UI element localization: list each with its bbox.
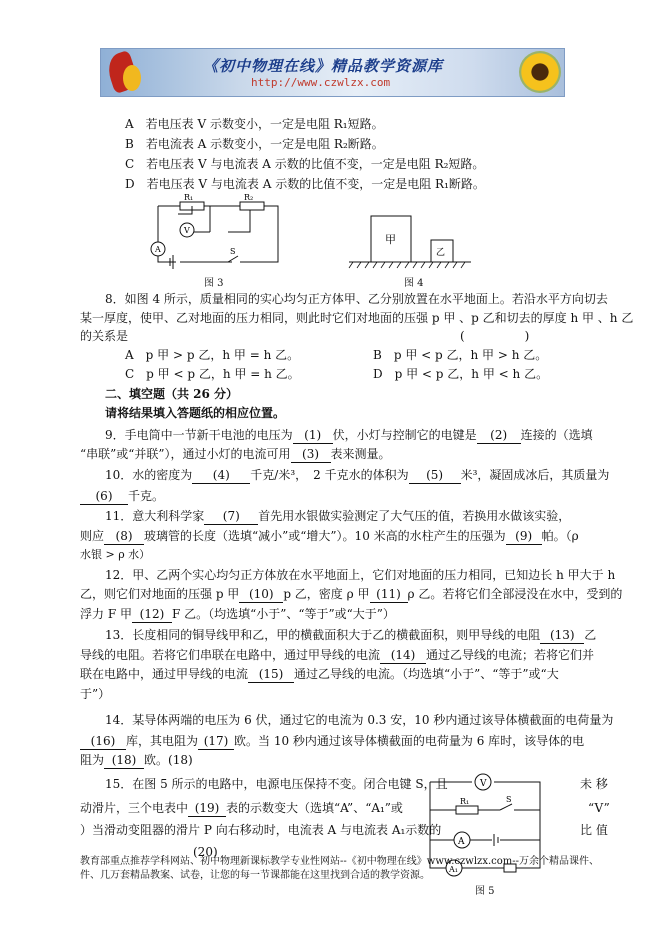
footer xyxy=(80,855,599,883)
blank-8[interactable]: (8) xyxy=(104,528,144,545)
fig5-switch-label: S xyxy=(506,795,512,804)
q15-line-1-right: 未 移 xyxy=(580,777,608,791)
blank-3[interactable]: (3) xyxy=(291,446,331,463)
q9-line-2: “串联”或“并联”），通过小灯的电流可用 (3) 表来测量。 xyxy=(80,447,391,461)
blank-1[interactable]: (1) xyxy=(293,427,333,444)
q8-line-3: 的关系是 xyxy=(80,329,129,343)
fig3-voltmeter-label: V xyxy=(184,226,190,235)
section-2-note: 请将结果填入答题纸的相应位置。 xyxy=(105,406,286,420)
q11-line-3: 水银 > ρ 水） xyxy=(80,548,151,561)
fig4-block-yi: 乙 xyxy=(436,248,446,258)
q14-line-1: 14．某导体两端的电压为 6 伏，通过它的电流为 0.3 安，10 秒内通过该导体横截面的电荷量为 xyxy=(105,713,614,727)
q8-answer-paren: ( ) xyxy=(460,329,530,343)
figure-4-blocks xyxy=(345,210,475,272)
blank-4[interactable]: (4) xyxy=(192,467,250,484)
q8-line-1: 8．如图 4 所示，质量相同的实心均匀正方体甲、乙分别放置在水平地面上。若沿水平方向切去 xyxy=(105,292,608,306)
q14-line-3: 阻为 (18) 欧。(18) xyxy=(80,753,193,767)
q15-line-1: 15．在图 5 所示的电路中，电源电压保持不变。闭合电键 S，且 xyxy=(105,777,448,791)
q8-option-c: C p 甲 < p 乙，h 甲 = h 乙。 xyxy=(125,367,300,381)
fig4-block-jia: 甲 xyxy=(385,233,396,246)
q8-option-d: D p 甲 < p 乙，h 甲 < h 乙。 xyxy=(373,367,549,381)
blank-19[interactable]: (19) xyxy=(188,800,226,817)
q7-option-d: D 若电压表 V 与电流表 A 示数的比值不变，一定是电阻 R₁断路。 xyxy=(125,177,485,191)
q7-option-a: A 若电压表 V 示数变小，一定是电阻 R₁短路。 xyxy=(125,117,384,131)
blank-17[interactable]: (17) xyxy=(198,733,234,750)
q15-line-2: 动滑片，三个电表中 (19) 表的示数变大（选填“A”、“A₁”或 xyxy=(80,801,403,815)
blank-14[interactable]: (14) xyxy=(380,647,426,664)
banner-title: 《初中物理在线》精品教学资源库 xyxy=(203,57,444,75)
blank-12[interactable]: (12) xyxy=(132,606,172,623)
blank-2[interactable]: (2) xyxy=(477,427,521,444)
blank-20[interactable]: (20) xyxy=(193,845,218,859)
figure-3-caption: 图 3 xyxy=(204,278,224,289)
fig3-ammeter-label: A xyxy=(155,245,161,254)
q11-line-1: 11．意大利科学家 (7) 首先用水银做实验测定了大气压的值，若换用水做该实验， xyxy=(105,509,571,523)
q13-line-3: 联在电路中，通过甲导线的电流 (15) 通过乙导线的电流。（均选填“小于”、“等于”或“大 xyxy=(80,667,559,681)
blank-6[interactable]: (6) xyxy=(80,488,128,505)
fig5-voltmeter-label: V xyxy=(480,779,487,789)
q8-option-a: A p 甲 > p 乙，h 甲 = h 乙。 xyxy=(125,348,300,362)
fig3-switch-label: S xyxy=(230,247,236,256)
blank-10[interactable]: (10) xyxy=(239,586,283,603)
banner-url[interactable]: http://www.czwlzx.com xyxy=(251,76,391,89)
q12-line-1: 12．甲、乙两个实心均匀正方体放在水平地面上，它们对地面的压力相同，已知边长 h 甲大于 h xyxy=(105,568,616,582)
fig5-r1-label: R₁ xyxy=(460,797,470,806)
logo-accent-icon xyxy=(123,65,141,91)
q12-line-3: 浮力 F 甲 (12) F 乙。（均选填“小于”、“等于”或“大于”） xyxy=(80,607,395,621)
q15-line-3: ）当滑动变阻器的滑片 P 向右移动时，电流表 A 与电流表 A₁示数的 xyxy=(80,823,442,837)
q8-line-2: 某一厚度，使甲、乙对地面的压力相同，则此时它们对地面的压强 p 甲 、p 乙和切去的厚度 h 甲 、h 乙 xyxy=(80,311,634,325)
q10-line-2: (6) 千克。 xyxy=(80,488,164,505)
blank-15[interactable]: (15) xyxy=(248,666,294,683)
figure-5-caption: 图 5 xyxy=(475,886,495,897)
section-2-title: 二、填空题（共 26 分） xyxy=(105,387,239,401)
blank-9[interactable]: (9) xyxy=(506,528,542,545)
q8-option-b: B p 甲 < p 乙，h 甲 > h 乙。 xyxy=(373,348,548,362)
q7-option-b: B 若电流表 A 示数变小，一定是电阻 R₂断路。 xyxy=(125,137,384,151)
blank-18[interactable]: (18) xyxy=(104,752,144,769)
blank-13[interactable]: (13) xyxy=(540,627,584,644)
q10-line-1: 10．水的密度为 (4) 千克/米³， 2 千克水的体积为 (5) 米³，凝固成冰后，其质量为 xyxy=(105,468,610,482)
blank-5[interactable]: (5) xyxy=(409,467,461,484)
blank-7[interactable]: (7) xyxy=(204,508,258,525)
fig5-ammeter1-label: A₁ xyxy=(449,865,458,874)
blank-16[interactable]: (16) xyxy=(80,733,126,750)
q9-line-1: 9．手电筒中一节新干电池的电压为 (1) 伏，小灯与控制它的电键是 (2) 连接的（选填 xyxy=(105,428,593,442)
figure-3-circuit xyxy=(140,192,290,272)
q13-line-2: 导线的电阻。若将它们串联在电路中，通过甲导线的电流 (14) 通过乙导线的电流；若将它们并 xyxy=(80,648,595,662)
fig3-r2-label: R₂ xyxy=(244,193,254,202)
sunflower-icon xyxy=(519,51,561,93)
q13-line-4: 于”） xyxy=(80,687,111,701)
q12-line-2: 乙，则它们对地面的压强 p 甲 (10) p 乙，密度 ρ 甲 (11) ρ 乙。若将它们全部浸没在水中，受到的 xyxy=(80,587,623,601)
figure-4-caption: 图 4 xyxy=(404,278,424,289)
q15-line-3-right: 比 值 xyxy=(580,823,608,837)
q13-line-1: 13．长度相同的铜导线甲和乙，甲的横截面积大于乙的横截面积，则甲导线的电阻 (13) 乙 xyxy=(105,628,597,642)
q14-line-2: (16) 库，其电阻为 (17) 欧。当 10 秒内通过该导体横截面的电荷量为 6 库时，该导体的电 xyxy=(80,733,584,750)
blank-11[interactable]: (11) xyxy=(370,586,408,603)
q15-line-2-right: “V” xyxy=(588,801,610,815)
footer-line-2: 件、几万套精品教案、试卷，让您的每一节课都能在这里找到合适的教学资源。 xyxy=(80,870,430,881)
q7-option-c: C 若电压表 V 与电流表 A 示数的比值不变，一定是电阻 R₂短路。 xyxy=(125,157,485,171)
fig3-r1-label: R₁ xyxy=(184,193,194,202)
fig5-ammeter-label: A xyxy=(458,837,465,847)
footer-line-1: 教育部重点推荐学科网站、初中物理新课标教学专业性网站--《初中物理在线》www.czwlzx.com--万余个精品课件、 xyxy=(80,856,600,867)
q11-line-2: 则应 (8) 玻璃管的长度（选填“减小”或“增大”）。10 米高的水柱产生的压强为 (9) 帕。（ρ xyxy=(80,529,579,543)
header-banner xyxy=(100,48,565,97)
